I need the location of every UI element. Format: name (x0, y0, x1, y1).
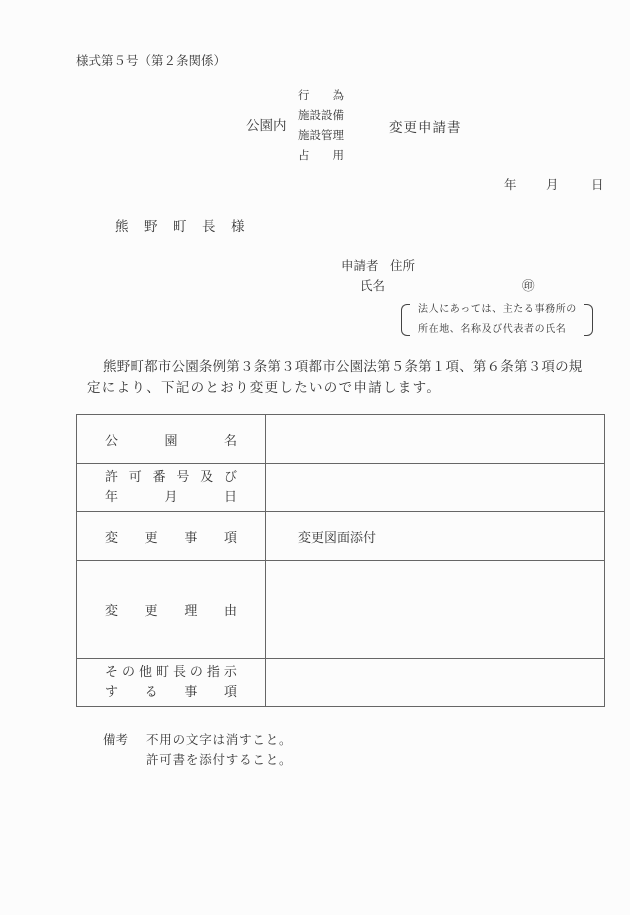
corporate-note-line1: 法人にあっては、主たる事務所の (418, 304, 577, 315)
other-instructions-field[interactable] (266, 659, 605, 707)
date-month: 月 (546, 177, 559, 192)
label-other-instructions: そ の 他 町 長 の 指 示 す る 事 項 (77, 659, 266, 707)
title-option-act: 行 為 (298, 88, 344, 102)
table-row-change-items (77, 512, 605, 561)
change-reason-field[interactable] (266, 561, 605, 659)
permit-number-field[interactable] (266, 464, 605, 512)
form-number: 様式第５号（第２条関係） (76, 53, 227, 68)
table-row-park-name (77, 415, 605, 464)
left-bracket (401, 304, 410, 336)
table-row-permit-number (77, 464, 605, 512)
seal-mark: ㊞ (522, 278, 535, 293)
label-park-name: 公 園 名 (77, 415, 266, 464)
applicant-label: 申請者 (341, 258, 379, 273)
title-suffix: 変更申請書 (389, 120, 462, 136)
remarks-line1: 不用の文字は消すこと。 (146, 732, 293, 747)
title-option-facility-management: 施設管理 (298, 128, 344, 142)
title-option-facility-equipment: 施設設備 (298, 108, 344, 122)
remarks-label: 備考 (103, 732, 129, 747)
body-line2: 定により、下記のとおり変更したいので申請します。 (87, 380, 442, 396)
label-permit-number-date: 許 可 番 号 及 び 年 月 日 (77, 464, 266, 512)
park-name-field[interactable] (266, 415, 605, 464)
table-row-other-instructions (77, 659, 605, 707)
title-prefix: 公園内 (246, 118, 287, 134)
table-row-change-reason (77, 561, 605, 659)
date-day: 日 (591, 177, 604, 192)
right-bracket (584, 304, 593, 336)
body-line1: 熊野町都市公園条例第３条第３項都市公園法第５条第１項、第６条第３項の規 (103, 359, 583, 375)
change-items-field[interactable]: 変更図面添付 (266, 512, 605, 561)
date-year: 年 (504, 177, 517, 192)
title-option-occupancy: 占 用 (298, 148, 344, 162)
corporate-note-line2: 所在地、名称及び代表者の氏名 (418, 324, 567, 335)
remarks-line2: 許可書を添付すること。 (146, 752, 293, 767)
application-table (76, 414, 605, 707)
addressee: 熊 野 町 長 様 (115, 219, 245, 235)
name-label: 氏名 (360, 278, 386, 293)
address-label: 住所 (390, 258, 416, 273)
label-change-reason: 変 更 理 由 (77, 561, 266, 659)
label-change-items: 変 更 事 項 (77, 512, 266, 561)
